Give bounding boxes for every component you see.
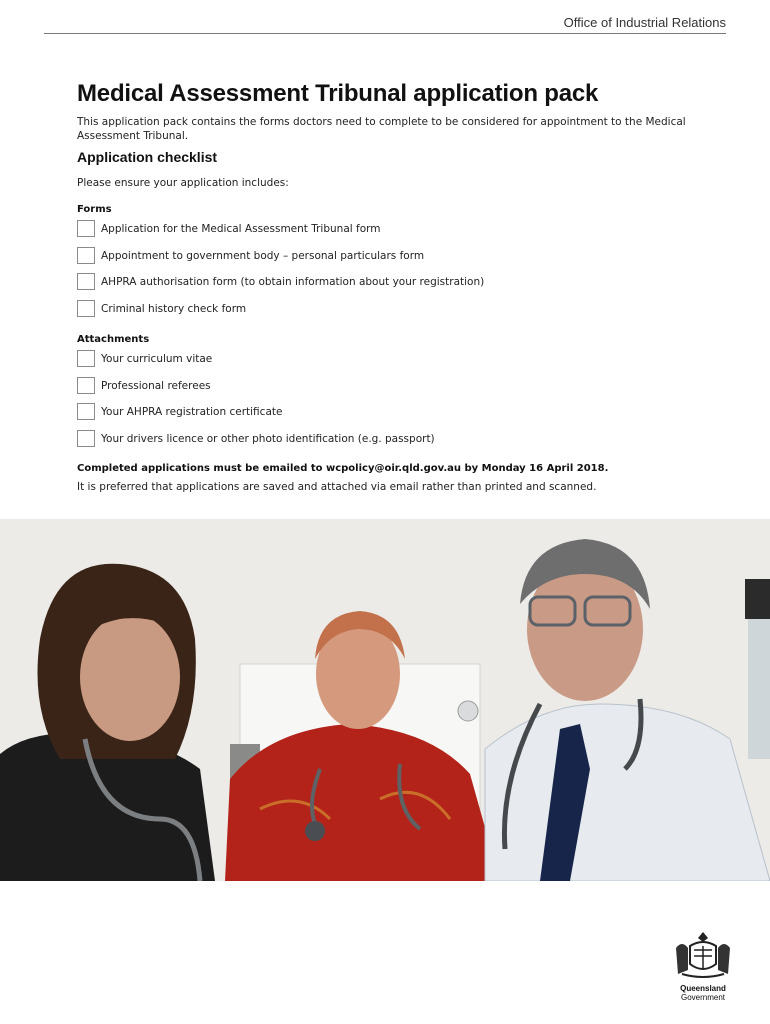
checkbox[interactable]: [77, 273, 95, 290]
checklist-item-label: Criminal history check form: [101, 302, 247, 315]
checklist-item-curriculum-vitae[interactable]: [77, 349, 212, 368]
checkbox[interactable]: [77, 247, 95, 264]
logo-text-queensland: Queensland: [680, 984, 726, 993]
checklist-item-ahpra-authorisation[interactable]: [77, 272, 484, 291]
checklist-item-label: Your curriculum vitae: [101, 352, 213, 365]
checklist-item-personal-particulars[interactable]: [77, 246, 424, 265]
checkbox[interactable]: [77, 377, 95, 394]
logo-text-government: Government: [680, 993, 726, 1002]
checkbox[interactable]: [77, 220, 95, 237]
checkbox[interactable]: [77, 300, 95, 317]
deadline-notice: Completed applications must be emailed to wcpolicy@oir.qld.gov.au by Monday 16 April 2018.: [77, 463, 609, 474]
checklist-heading: Application checklist: [77, 149, 218, 165]
attachments-label: Attachments: [77, 334, 150, 345]
intro-paragraph: This application pack contains the forms doctors need to complete to be considered for appointment to the Medical Assessment Tribunal.: [77, 116, 686, 142]
checklist-item-label: Professional referees: [101, 379, 211, 392]
checklist-item-label: Application for the Medical Assessment Tribunal form: [101, 222, 381, 235]
queensland-government-logo: [672, 928, 734, 1002]
forms-label: Forms: [77, 204, 112, 215]
checklist-item-label: AHPRA authorisation form (to obtain information about your registration): [101, 275, 485, 288]
checklist-item-label: Appointment to government body – personal particulars form: [101, 249, 425, 262]
checkbox[interactable]: [77, 350, 95, 367]
ensure-text: Please ensure your application includes:: [77, 177, 289, 189]
checklist-item-label: Your drivers licence or other photo identification (e.g. passport): [101, 432, 435, 445]
checklist-item-label: Your AHPRA registration certificate: [101, 405, 283, 418]
page-title: Medical Assessment Tribunal application pack: [77, 80, 599, 107]
queensland-crest-icon: [672, 928, 734, 980]
checklist-item-criminal-history[interactable]: [77, 299, 246, 318]
checklist-item-referees[interactable]: [77, 376, 211, 395]
organisation-name: Office of Industrial Relations: [563, 15, 726, 30]
header-divider: [44, 33, 726, 34]
submission-note: It is preferred that applications are saved and attached via email rather than printed and scanned.: [77, 481, 597, 493]
checklist-item-ahpra-certificate[interactable]: [77, 402, 282, 421]
doctors-photo: [0, 519, 770, 881]
checkbox[interactable]: [77, 430, 95, 447]
checklist-item-application-form[interactable]: [77, 219, 381, 238]
checklist-item-photo-id[interactable]: [77, 429, 435, 448]
checkbox[interactable]: [77, 403, 95, 420]
